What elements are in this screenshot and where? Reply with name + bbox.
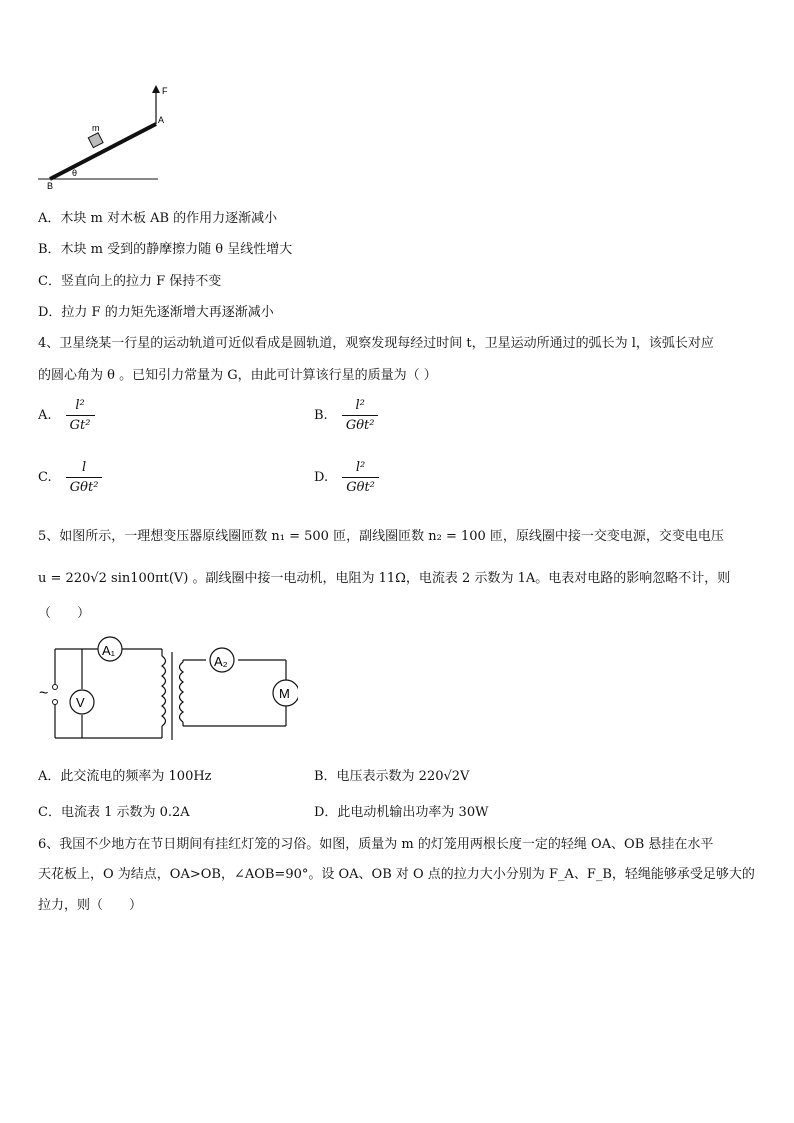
label-a: A	[158, 115, 165, 125]
q4-option-c	[38, 460, 102, 495]
q4-option-b-label: B.	[314, 408, 328, 423]
block-m	[88, 133, 103, 148]
incline-figure	[30, 82, 190, 192]
q4-option-d-label: D.	[314, 470, 329, 485]
q4-option-c-num: l	[66, 460, 103, 478]
label-theta: θ	[72, 168, 78, 178]
q3-option-b: B．木块 m 受到的静摩擦力随 θ 呈线性增大	[38, 242, 293, 257]
motor-label: M	[279, 686, 290, 701]
q4-option-a-den: Gt²	[69, 418, 91, 433]
ac-source-icon: ~	[39, 685, 49, 702]
q4-option-a-fraction	[66, 398, 95, 433]
q4-option-b-den: Gθt²	[345, 418, 375, 433]
q4-option-a-num: l²	[66, 398, 95, 416]
q5-option-b: B．电压表示数为 220√2V	[314, 769, 470, 784]
q5-option-d: D．此电动机输出功率为 30W	[314, 805, 489, 820]
q4-option-b	[314, 398, 378, 433]
q4-stem-line1: 4、卫星绕某一行星的运动轨道可近似看成是圆轨道，观察发现每经过时间 t，卫星运动所通过的弧长为 l，该弧长对应	[38, 336, 714, 351]
q4-option-c-den: Gθt²	[69, 480, 99, 495]
label-b: B	[47, 181, 54, 191]
q4-option-b-fraction	[342, 398, 379, 433]
q3-option-c: C．竖直向上的拉力 F 保持不变	[38, 274, 222, 289]
q5-stem-line2: u = 220√2 sin100πt(V) 。副线圈中接一电动机，电阻为 11Ω，电流表 2 示数为 1A。电表对电路的影响忽略不计，则	[38, 571, 731, 586]
transformer-circuit	[38, 634, 298, 746]
source-terminal-bottom	[53, 700, 58, 705]
q5-option-c: C．电流表 1 示数为 0.2A	[38, 805, 190, 820]
voltmeter-label: V	[76, 695, 85, 710]
q4-option-d-num: l²	[342, 460, 379, 478]
ammeter-1-label: A₁	[102, 643, 116, 658]
q6-stem-line3: 拉力，则（ ）	[38, 898, 143, 913]
q5-stem-line3: （ ）	[38, 606, 91, 621]
label-f: F	[162, 86, 168, 96]
board-ab	[50, 124, 156, 179]
q4-option-d-fraction	[342, 460, 379, 495]
q4-option-b-num: l²	[342, 398, 379, 416]
q4-option-a-label: A.	[38, 408, 52, 423]
q4-option-d	[314, 460, 379, 495]
q4-option-c-fraction	[66, 460, 103, 495]
q4-option-c-label: C.	[38, 470, 52, 485]
q6-stem-line1: 6、我国不少地方在节日期间有挂红灯笼的习俗。如图，质量为 m 的灯笼用两根长度一定的轻绳 OA、OB 悬挂在水平	[38, 837, 714, 852]
q4-option-a	[38, 398, 95, 433]
q5-option-a: A．此交流电的频率为 100Hz	[38, 769, 212, 784]
q6-stem-line2: 天花板上，O 为结点，OA>OB，∠AOB=90°。设 OA、OB 对 O 点的拉力大小分别为 F_A、F_B，轻绳能够承受足够大的	[38, 867, 755, 882]
q3-option-a: A．木块 m 对木板 AB 的作用力逐渐减小	[38, 211, 278, 226]
q4-option-d-den: Gθt²	[346, 480, 375, 495]
q4-stem-line2: 的圆心角为 θ 。已知引力常量为 G，由此可计算该行星的质量为（ ）	[38, 368, 437, 383]
ammeter-2-label: A₂	[214, 654, 228, 669]
arrow-head-icon	[152, 85, 160, 93]
source-terminal-top	[53, 685, 58, 690]
label-m: m	[92, 123, 100, 133]
q3-option-d: D．拉力 F 的力矩先逐渐增大再逐渐减小	[38, 305, 274, 320]
q5-stem-line1: 5、如图所示，一理想变压器原线圈匝数 n₁ = 500 匝，副线圈匝数 n₂ = 100 匝，原线圈中接一交变电源，交变电电压	[38, 529, 724, 544]
